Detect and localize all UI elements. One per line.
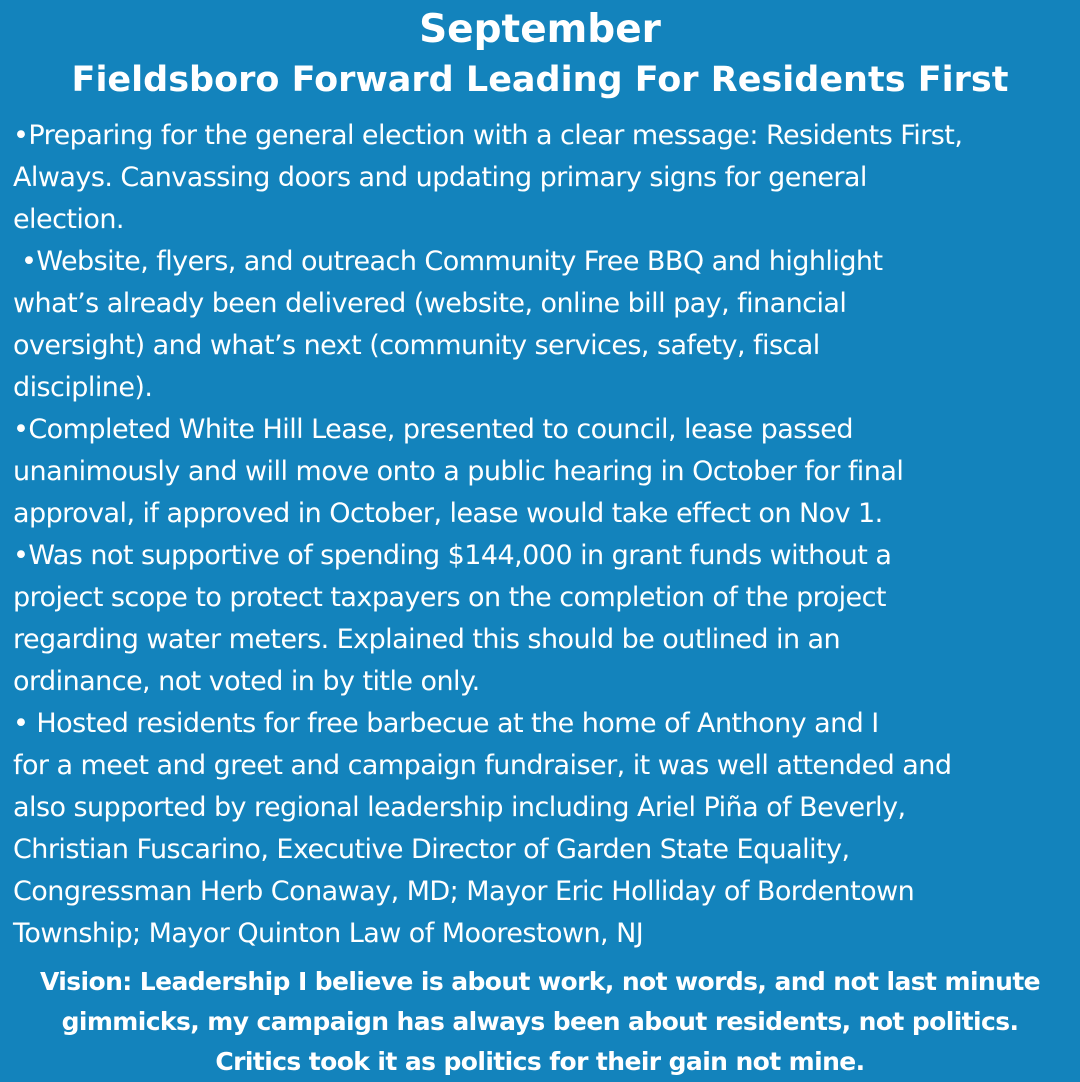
month-heading: September bbox=[419, 7, 661, 52]
update-line: •Was not supportive of spending $144,000 in grant funds without a bbox=[13, 540, 892, 571]
update-item bbox=[13, 115, 1079, 241]
update-line: •Website, flyers, and outreach Community Free BBQ and highlight bbox=[13, 246, 883, 277]
update-line: election. bbox=[13, 204, 124, 235]
update-line: •Preparing for the general election with a clear message: Residents First, bbox=[13, 120, 963, 151]
update-line: also supported by regional leadership including Ariel Piña of Beverly, bbox=[13, 792, 906, 823]
update-line: approval, if approved in October, lease would take effect on Nov 1. bbox=[13, 498, 883, 529]
update-line: ordinance, not voted in by title only. bbox=[13, 666, 480, 697]
update-line: regarding water meters. Explained this should be outlined in an bbox=[13, 624, 841, 655]
update-line: Christian Fuscarino, Executive Director of Garden State Equality, bbox=[13, 834, 850, 865]
update-line: Always. Canvassing doors and updating primary signs for general bbox=[13, 162, 867, 193]
headline: Fieldsboro Forward Leading For Residents First bbox=[71, 60, 1009, 100]
update-line: • Hosted residents for free barbecue at the home of Anthony and I bbox=[13, 708, 879, 739]
vision-line: Critics took it as politics for their gain not mine. bbox=[215, 1047, 865, 1076]
vision-line: gimmicks, my campaign has always been about residents, not politics. bbox=[61, 1007, 1019, 1036]
update-line: project scope to protect taxpayers on the completion of the project bbox=[13, 582, 886, 613]
update-item bbox=[13, 409, 1079, 535]
update-line: •Completed White Hill Lease, presented to council, lease passed bbox=[13, 414, 853, 445]
update-line: what’s already been delivered (website, online bill pay, financial bbox=[13, 288, 847, 319]
update-line: unanimously and will move onto a public hearing in October for final bbox=[13, 456, 904, 487]
update-line: Township; Mayor Quinton Law of Moorestown, NJ bbox=[13, 918, 644, 949]
update-line: oversight) and what’s next (community services, safety, fiscal bbox=[13, 330, 820, 361]
update-line: for a meet and greet and campaign fundraiser, it was well attended and bbox=[13, 750, 952, 781]
update-item bbox=[13, 703, 1079, 955]
update-item bbox=[13, 241, 1079, 409]
update-list bbox=[13, 115, 1079, 955]
update-line: Congressman Herb Conaway, MD; Mayor Eric Holliday of Bordentown bbox=[13, 876, 915, 907]
update-line: discipline). bbox=[13, 372, 153, 403]
vision-statement bbox=[0, 962, 1080, 1082]
vision-line: Vision: Leadership I believe is about work, not words, and not last minute bbox=[39, 967, 1041, 996]
update-item bbox=[13, 535, 1079, 703]
